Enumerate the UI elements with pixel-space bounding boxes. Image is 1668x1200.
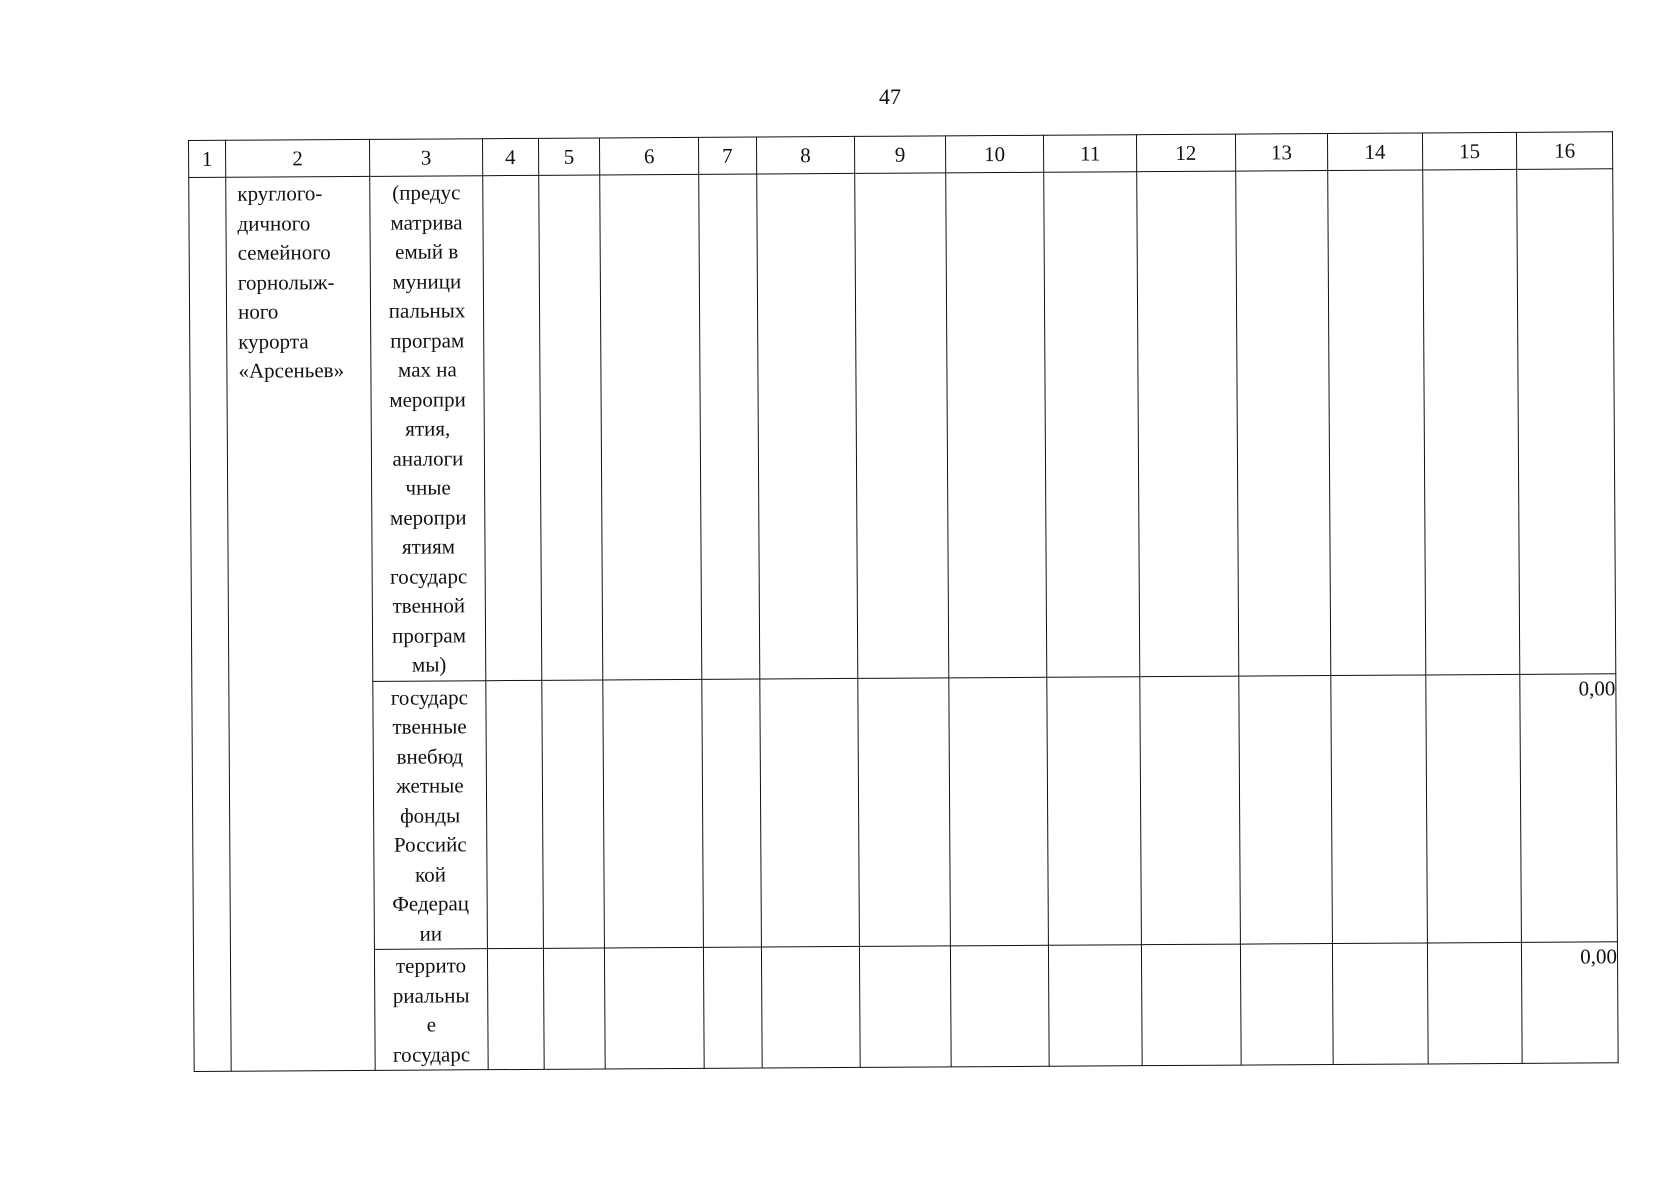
funding-source-line: меропри	[389, 504, 467, 530]
funding-source-line: матрива	[390, 209, 463, 235]
cell-funding-source	[373, 680, 488, 949]
cell-col6	[605, 947, 704, 1069]
table-row	[192, 673, 1618, 950]
funding-source-line: чные	[405, 475, 451, 500]
cell-col4	[487, 948, 543, 1069]
project-name-line: «Арсеньев»	[238, 358, 345, 383]
funding-source-line: програм	[390, 327, 465, 353]
column-header: 12	[1136, 134, 1235, 172]
cell-col16-value: 0,00	[1522, 942, 1618, 1064]
funding-source-line: ятия,	[405, 416, 451, 441]
funding-source-line: государс	[389, 563, 468, 589]
cell-col6	[600, 174, 702, 679]
document-table-wrapper	[188, 131, 1619, 1072]
funding-source-line: фонды	[399, 802, 461, 828]
column-header: 5	[538, 138, 600, 175]
funding-source-line: жетные	[396, 773, 464, 798]
column-header: 6	[600, 137, 699, 175]
cell-col14	[1328, 170, 1426, 675]
project-name-line: курорта	[238, 328, 309, 354]
table-row	[193, 942, 1618, 1072]
cell-col8	[759, 678, 859, 947]
column-header: 15	[1422, 132, 1517, 170]
column-header: 10	[945, 135, 1044, 173]
funding-source-line: государс	[392, 1041, 471, 1067]
cell-col13	[1240, 944, 1333, 1066]
project-name-line: семейного	[237, 240, 331, 265]
funding-source-line: ятиям	[401, 534, 456, 559]
cell-col5	[538, 175, 603, 680]
project-name-line: горнолыж-	[237, 269, 335, 295]
cell-col12	[1140, 676, 1240, 945]
cell-col13	[1238, 675, 1332, 944]
column-header: 11	[1044, 135, 1137, 173]
column-header: 2	[226, 139, 370, 177]
cell-funding-source	[374, 949, 488, 1071]
funding-source-line: мы)	[411, 652, 447, 677]
cell-col6	[603, 679, 703, 948]
funding-source-line: кой	[414, 861, 446, 887]
cell-col11	[1044, 172, 1140, 677]
cell-col9	[858, 677, 950, 946]
cell-col9	[860, 946, 951, 1068]
funding-source-line: ии	[419, 920, 443, 946]
funding-source-line: пальных	[388, 298, 466, 323]
column-header: 9	[855, 136, 946, 174]
funding-source-line: муници	[392, 268, 462, 294]
cell-col8	[756, 173, 858, 678]
cell-col11	[1047, 676, 1141, 945]
cell-col4	[483, 175, 542, 680]
column-header: 13	[1235, 134, 1328, 172]
cell-col15	[1427, 942, 1522, 1064]
funding-source-line: террито	[395, 953, 467, 978]
funding-source-line: е	[426, 1012, 437, 1037]
column-header: 1	[189, 140, 226, 177]
cell-col10	[950, 945, 1049, 1067]
funding-source-line: мах на	[397, 357, 457, 382]
project-name-line: дичного	[237, 210, 311, 236]
cell-col15	[1426, 674, 1522, 943]
cell-col14	[1331, 674, 1427, 943]
cell-col7	[702, 679, 761, 948]
funding-source-line: аналоги	[392, 445, 464, 471]
column-header: 4	[483, 138, 539, 175]
cell-col1	[189, 177, 231, 1071]
column-header: 7	[698, 137, 756, 174]
funding-source-line: внебюд	[396, 743, 464, 769]
funding-source-line: (предус	[392, 180, 461, 205]
cell-col5	[543, 948, 605, 1069]
column-header: 3	[369, 139, 482, 177]
funding-source-line: государс	[390, 684, 469, 710]
cell-col9	[855, 173, 949, 678]
table-row	[189, 169, 1616, 682]
cell-col10	[948, 677, 1048, 946]
cell-col16-value: 0,00	[1520, 673, 1617, 942]
cell-col11	[1049, 945, 1142, 1067]
project-name-line: круглого-	[237, 181, 323, 206]
cell-col5	[541, 679, 604, 948]
cell-col4	[486, 680, 543, 949]
cell-col10	[945, 172, 1047, 677]
column-header: 14	[1328, 133, 1423, 171]
page-number: 47	[879, 84, 901, 109]
funding-source-line: програм	[391, 622, 467, 648]
cell-col15	[1422, 169, 1520, 674]
cell-col7	[699, 174, 760, 679]
project-name-line: ного	[237, 299, 279, 324]
funding-source-line: риальны	[392, 982, 470, 1008]
funding-source-line: твенные	[392, 714, 467, 739]
funding-source-line: Федерац	[392, 891, 470, 916]
column-header: 8	[756, 136, 855, 174]
column-header: 16	[1517, 132, 1613, 170]
cell-funding-source	[370, 176, 486, 681]
cell-project-name	[226, 176, 375, 1071]
cell-col7	[703, 947, 761, 1068]
cell-col12	[1141, 944, 1240, 1066]
cell-col12	[1137, 171, 1239, 676]
funding-source-line: меропри	[389, 386, 466, 412]
cell-col16-value	[1517, 169, 1616, 674]
cell-col13	[1235, 171, 1331, 676]
document-table	[188, 131, 1619, 1072]
funding-source-line: емый в	[395, 239, 459, 264]
funding-source-line: твенной	[392, 593, 466, 618]
funding-source-line: Российс	[393, 832, 467, 857]
cell-col14	[1333, 943, 1428, 1065]
cell-col8	[761, 946, 860, 1068]
